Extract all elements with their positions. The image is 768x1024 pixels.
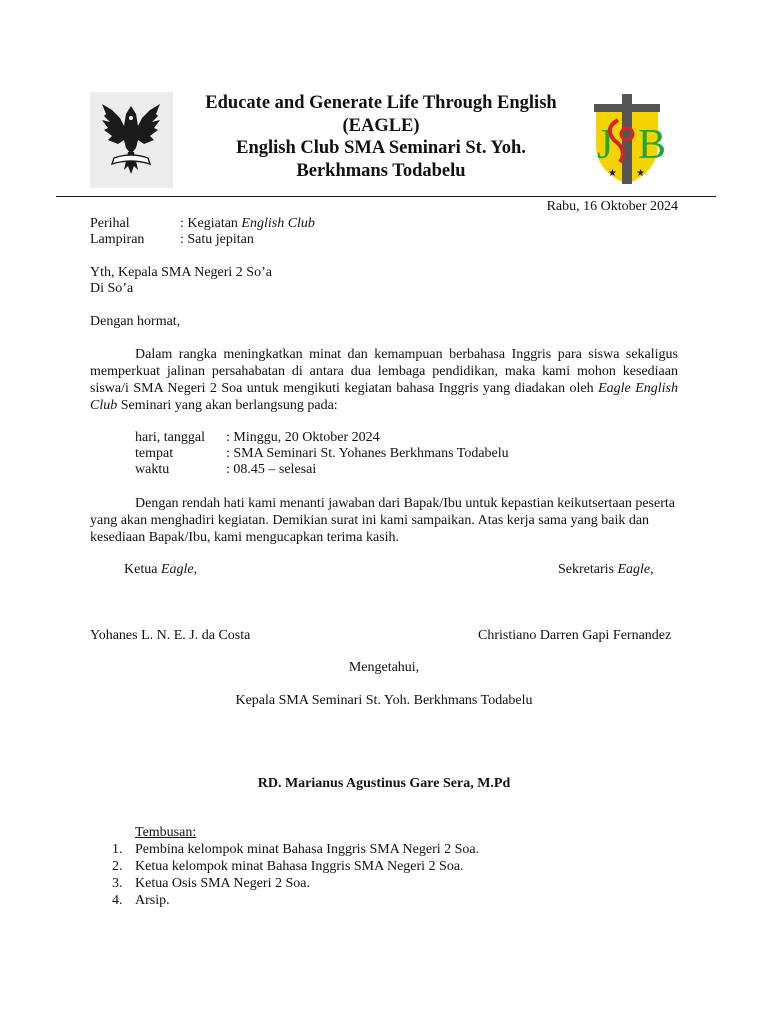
- body1-italic: Eagle English Club: [90, 381, 678, 413]
- letterhead-line4: Berkhmans Todabelu: [296, 160, 466, 181]
- body1-text-b: Seminari yang akan berlangsung pada:: [117, 398, 338, 413]
- detail-label-date: hari, tanggal: [135, 430, 205, 445]
- header-divider: [56, 196, 716, 197]
- letterhead-line3: English Club SMA Seminari St. Yoh.: [236, 138, 526, 158]
- salutation: Dengan hormat,: [90, 314, 181, 329]
- approver-position: Kepala SMA Seminari St. Yoh. Berkhmans Todabelu: [235, 693, 533, 708]
- list-number: 1.: [112, 842, 123, 857]
- jsb-crest-icon: [584, 92, 670, 188]
- right-title-end: ,: [650, 562, 654, 577]
- letterhead-line2: (EAGLE): [342, 115, 420, 136]
- perihal-value: [180, 215, 315, 232]
- recipient-line2: Di So’a: [90, 281, 134, 296]
- list-item: [90, 892, 479, 909]
- list-text: Ketua kelompok minat Bahasa Inggris SMA Negeri 2 Soa.: [135, 859, 464, 874]
- signature-left-name: Yohanes L. N. E. J. da Costa: [90, 628, 251, 643]
- list-text: Arsip.: [135, 893, 170, 908]
- body1-text-a: Dalam rangka meningkatkan minat dan kemampuan berbahasa Inggris para siswa sekaligus memperkuat jalinan persahabatan di antara dua lembaga pendidikan, maka kami mohon kesediaan siswa/i SMA Negeri 2 Soa untuk mengikuti kegiatan bahasa Inggris yang diadakan oleh: [90, 347, 678, 396]
- signature-left-title: [124, 561, 197, 578]
- right-title-italic: Eagle: [617, 562, 651, 577]
- detail-label-place: tempat: [135, 446, 174, 461]
- signature-right-name: Christiano Darren Gapi Fernandez: [478, 628, 672, 643]
- body-paragraph-1: [90, 346, 678, 414]
- right-title-text: Sekretaris: [558, 562, 618, 577]
- tembusan-list: [90, 841, 479, 909]
- recipient-line1: Yth, Kepala SMA Negeri 2 So’a: [90, 265, 272, 280]
- perihal-label: Perihal: [90, 216, 130, 231]
- svg-text:★: ★: [636, 168, 645, 179]
- body-paragraph-2: Dengan rendah hati kami menanti jawaban dari Bapak/Ibu untuk kepastian keikutsertaan peserta yang akan menghadiri kegiatan. Demikian surat ini kami sampaikan. Atas kerja sama yang baik dan kesediaan Bapak/Ibu, kami mengucapkan terima kasih.: [90, 496, 675, 545]
- lampiran-label: Lampiran: [90, 232, 145, 247]
- left-title-end: ,: [193, 562, 198, 577]
- letterhead: [186, 92, 576, 182]
- list-number: 2.: [112, 859, 123, 874]
- list-number: 3.: [112, 876, 123, 891]
- list-item: [90, 875, 479, 892]
- lampiran-value: : Satu jepitan: [180, 232, 254, 247]
- list-item: [90, 858, 479, 875]
- mengetahui-label: Mengetahui,: [348, 660, 420, 675]
- left-title-italic: Eagle: [160, 562, 194, 577]
- perihal-italic: English Club: [241, 216, 315, 231]
- svg-text:★: ★: [608, 168, 617, 179]
- letterhead-line1: Educate and Generate Life Through English: [205, 93, 557, 113]
- list-text: Pembina kelompok minat Bahasa Inggris SMA Negeri 2 Soa.: [135, 842, 480, 857]
- signature-right-title: [558, 561, 654, 578]
- detail-label-time: waktu: [135, 462, 170, 477]
- list-text: Ketua Osis SMA Negeri 2 Soa.: [135, 876, 310, 891]
- perihal-prefix: : Kegiatan: [180, 216, 242, 231]
- letter-date: Rabu, 16 Oktober 2024: [546, 199, 678, 214]
- left-title-text: Ketua: [124, 562, 161, 577]
- list-item: [90, 841, 479, 858]
- approver-name: RD. Marianus Agustinus Gare Sera, M.Pd: [257, 776, 511, 791]
- svg-text:J: J: [597, 122, 614, 168]
- detail-value-date: : Minggu, 20 Oktober 2024: [226, 430, 380, 445]
- list-number: 4.: [112, 893, 123, 908]
- eagle-logo-icon: [90, 92, 173, 188]
- tembusan-heading: Tembusan:: [135, 825, 197, 840]
- detail-value-place: : SMA Seminari St. Yohanes Berkhmans Todabelu: [226, 446, 509, 461]
- svg-text:B: B: [638, 122, 667, 168]
- detail-value-time: : 08.45 – selesai: [226, 462, 317, 477]
